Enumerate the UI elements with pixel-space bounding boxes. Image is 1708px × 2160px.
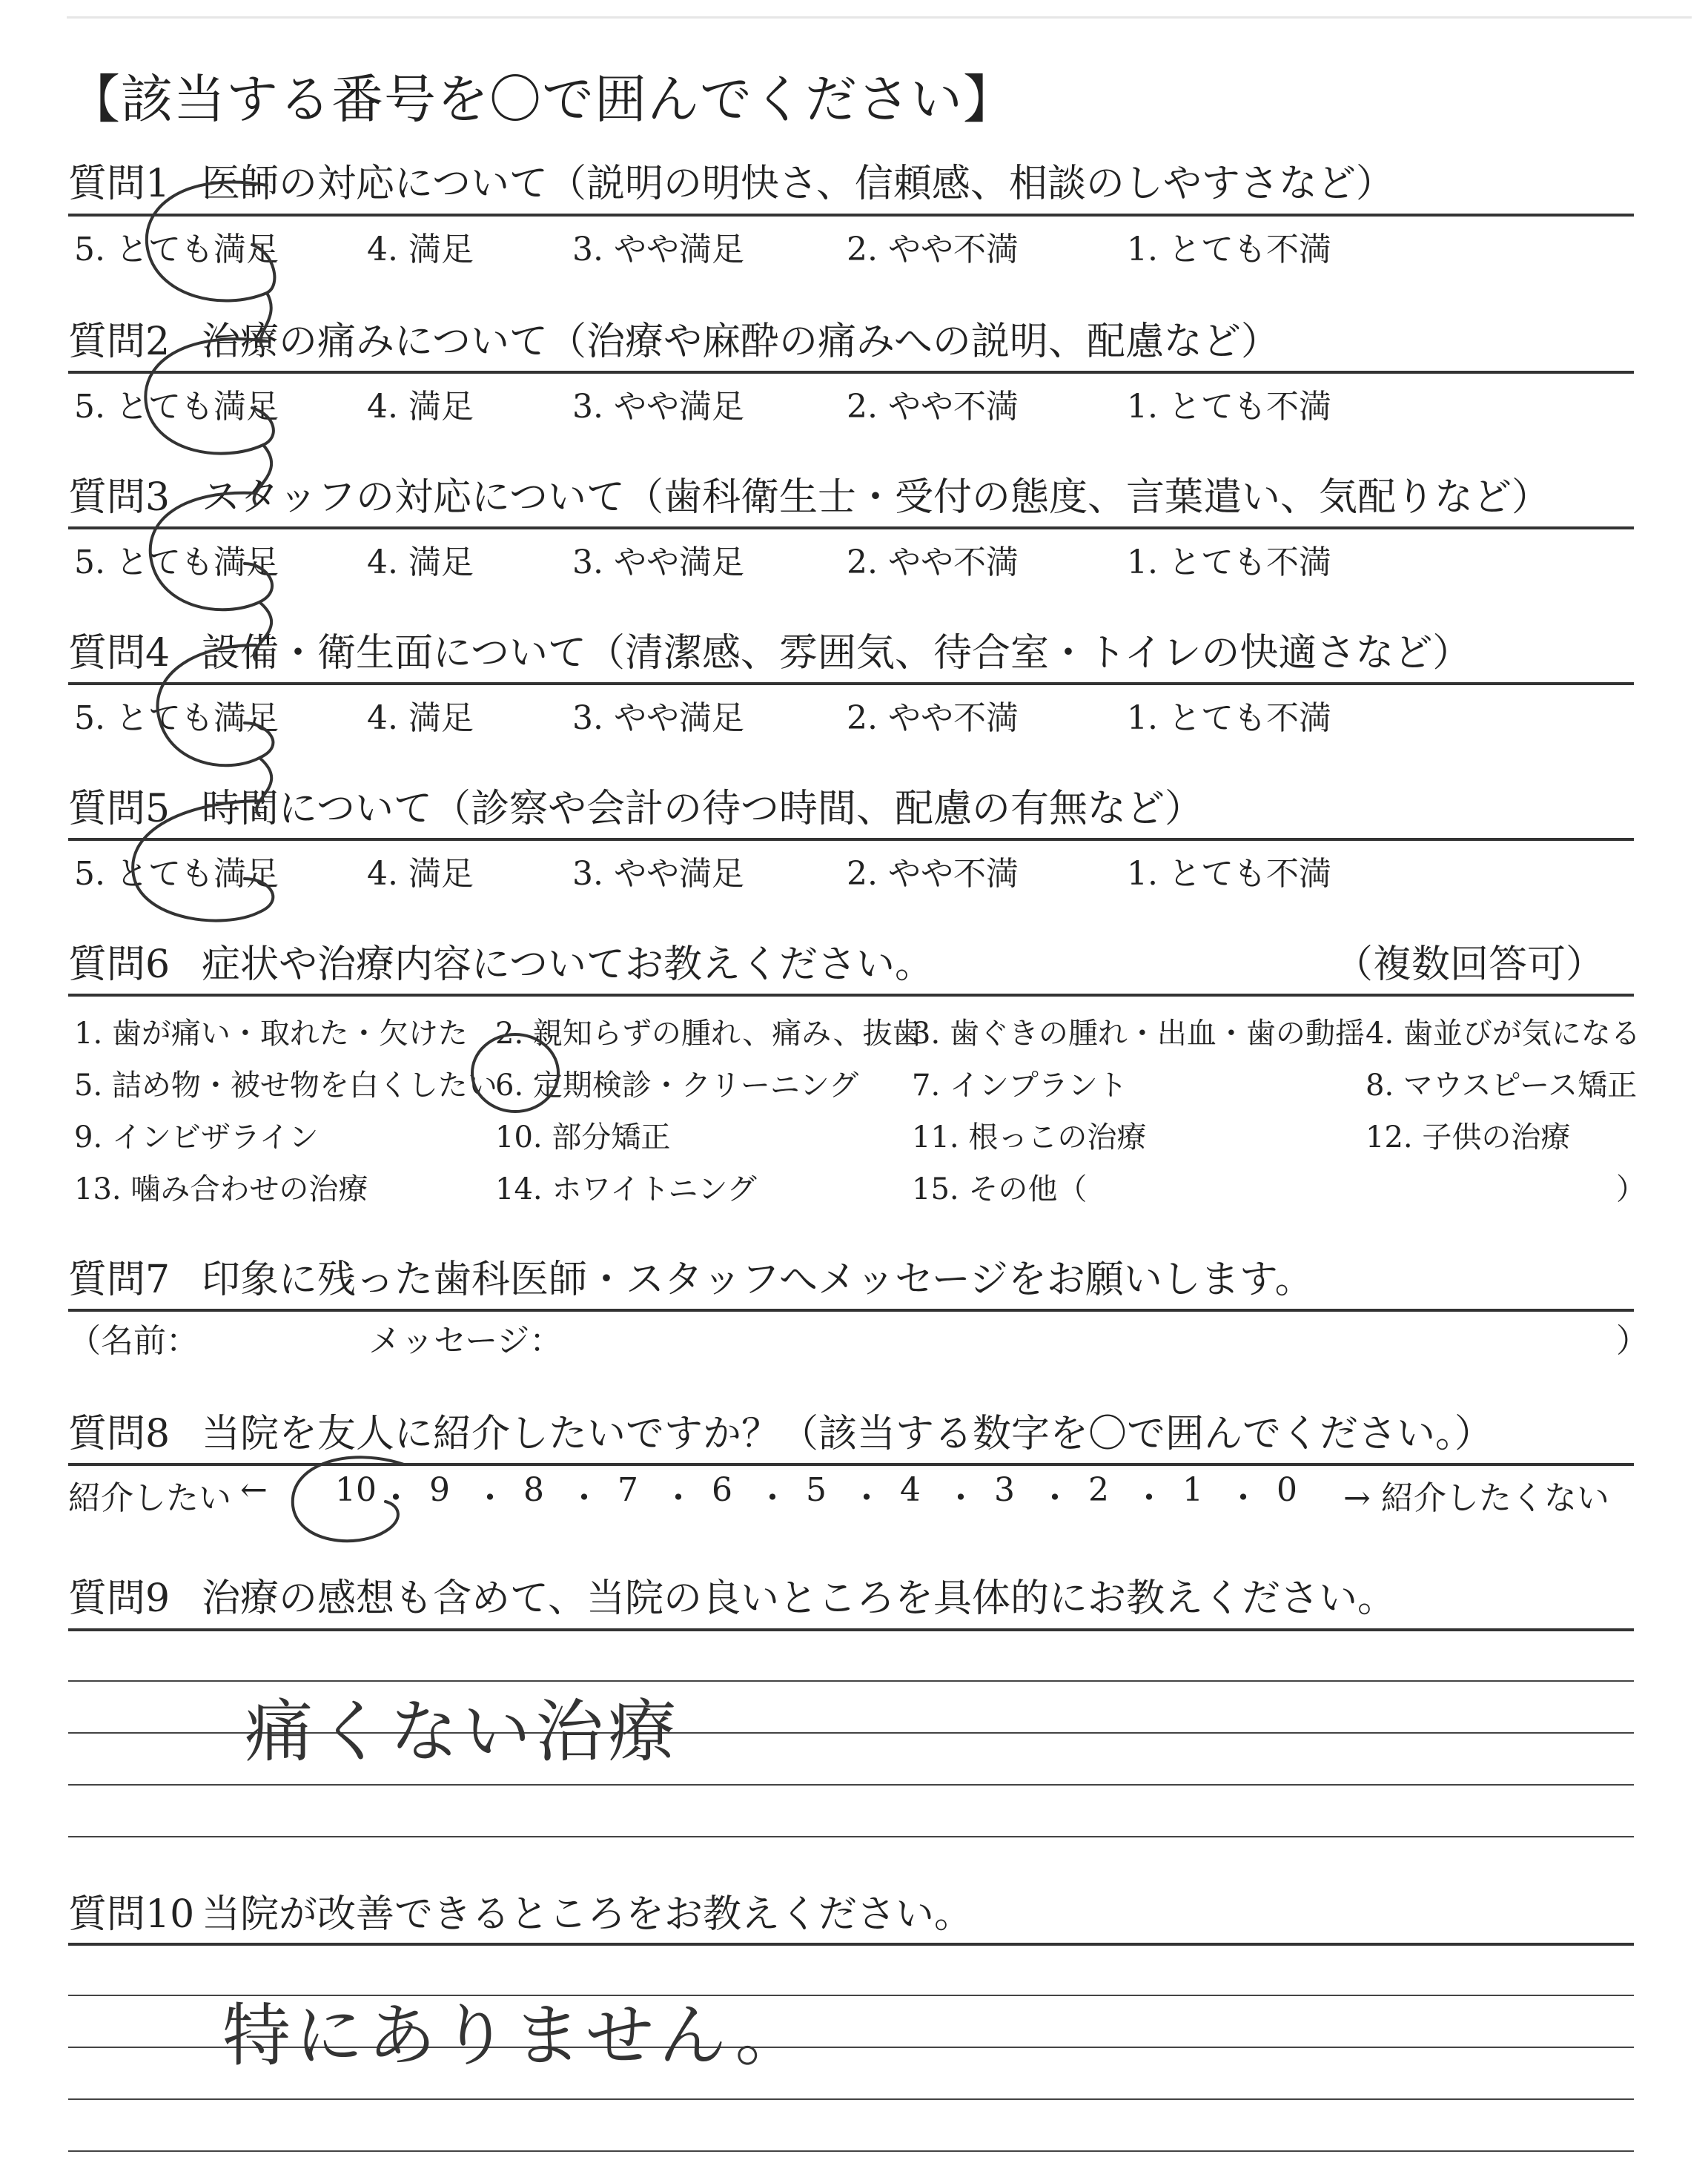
question-5 [68,782,1634,836]
scale-value-2[interactable]: 2 [1088,1471,1109,1509]
question-text: 治療の感想も含めて、当院の良いところを具体的にお教えください。 [202,1576,1396,1621]
scale-value-5[interactable]: 5 [806,1471,827,1509]
question-1 [68,157,1634,211]
question-number: 質問7 [68,1258,171,1302]
question-rule [68,1628,1634,1631]
treatment-option-other[interactable]: 15. その他（ [912,1172,1088,1206]
rating-option-4[interactable]: 4. 満足 [367,231,474,268]
question-9 [68,1572,1634,1625]
question-rule [68,214,1634,217]
q9-handwritten-answer[interactable]: 痛くない治療 [245,1692,681,1771]
form-title: 【該当する番号を〇で囲んでください】 [68,69,1016,130]
question-4 [68,627,1634,680]
rating-option-3[interactable]: 3. やや満足 [572,544,744,581]
question-2 [68,315,1634,369]
question-number: 質問5 [68,787,171,831]
rating-option-4[interactable]: 4. 満足 [367,388,474,426]
answer-line [68,2098,1634,2100]
rating-option-4[interactable]: 4. 満足 [367,855,474,893]
answer-line [68,1836,1634,1837]
treatment-option[interactable]: 10. 部分矯正 [495,1120,671,1155]
treatment-option[interactable]: 11. 根っこの治療 [912,1120,1147,1155]
question-number: 質問2 [68,320,171,364]
question-number: 質問8 [68,1412,171,1456]
recommend-left-label: 紹介したい [68,1479,231,1517]
page-top-edge [67,16,1692,19]
question-text: 設備・衛生面について（清潔感、雰囲気、待合室・トイレの快適さなど） [202,631,1472,676]
question-rule [68,682,1634,685]
question-text: 時間について（診察や会計の待つ時間、配慮の有無など） [202,787,1203,831]
treatment-option[interactable]: 5. 詰め物・被せ物を白くしたい [74,1069,497,1103]
scale-separator: ・ [850,1479,883,1517]
scale-separator: ・ [662,1479,695,1517]
question-text: 印象に残った歯科医師・スタッフへメッセージをお願いします。 [202,1258,1314,1302]
treatment-option[interactable]: 12. 子供の治療 [1366,1120,1571,1155]
scale-value-7[interactable]: 7 [618,1471,638,1509]
question-rule [68,526,1634,529]
scale-separator: ・ [1039,1479,1071,1517]
message-close-paren: ） [1616,1322,1649,1360]
question-text: スタッフの対応について（歯科衛生士・受付の態度、言葉遣い、気配りなど） [202,475,1550,520]
scale-value-1[interactable]: 1 [1182,1471,1203,1509]
other-close-paren: ） [1616,1172,1646,1206]
rating-option-4[interactable]: 4. 満足 [367,699,474,737]
treatment-option[interactable]: 7. インプラント [912,1069,1128,1103]
scale-value-0[interactable]: 0 [1277,1471,1297,1509]
scale-value-3[interactable]: 3 [994,1471,1015,1509]
treatment-option[interactable]: 13. 噛み合わせの治療 [74,1172,368,1206]
rating-option-3[interactable]: 3. やや満足 [572,231,744,268]
treatment-option[interactable]: 6. 定期検診・クリーニング [495,1069,859,1103]
question-rule [68,1463,1634,1466]
scale-value-8[interactable]: 8 [523,1471,544,1509]
question-number: 質問1 [68,162,171,206]
scale-separator: ・ [380,1479,412,1517]
scale-separator: ・ [1133,1479,1165,1517]
question-text: 当院が改善できるところをお教えください。 [202,1892,973,1937]
rating-option-2[interactable]: 2. やや不満 [847,388,1019,426]
answer-line [68,2150,1634,2152]
treatment-option[interactable]: 4. 歯並びが気になる [1366,1017,1641,1051]
question-text: 症状や治療内容についてお教えください。 [202,942,933,987]
scale-value-6[interactable]: 6 [712,1471,732,1509]
question-rule [68,371,1634,374]
rating-option-5[interactable]: 5. とても満足 [74,855,279,893]
treatment-option[interactable]: 3. 歯ぐきの腫れ・出血・歯の動揺 [912,1017,1365,1051]
scale-separator: ・ [1227,1479,1260,1517]
question-number: 質問10 [68,1892,195,1937]
rating-option-2[interactable]: 2. やや不満 [847,855,1019,893]
scale-separator: ・ [756,1479,789,1517]
rating-option-1[interactable]: 1. とても不満 [1127,544,1331,581]
treatment-option[interactable]: 8. マウスピース矯正 [1366,1069,1638,1103]
multiple-answer-note: （複数回答可） [1334,942,1604,987]
treatment-option[interactable]: 2. 親知らずの腫れ、痛み、抜歯 [495,1017,922,1051]
rating-option-5[interactable]: 5. とても満足 [74,544,279,581]
question-rule [68,1309,1634,1312]
question-text: 当院を友人に紹介したいですか？（該当する数字を〇で囲んでください。） [202,1412,1494,1456]
scale-value-9[interactable]: 9 [429,1471,450,1509]
q10-handwritten-answer[interactable]: 特にありません。 [222,1996,808,2075]
rating-option-4[interactable]: 4. 満足 [367,544,474,581]
question-rule [68,1943,1634,1946]
rating-option-2[interactable]: 2. やや不満 [847,699,1019,737]
rating-option-3[interactable]: 3. やや満足 [572,855,744,893]
rating-option-5[interactable]: 5. とても満足 [74,388,279,426]
answer-line [68,1784,1634,1786]
question-10 [68,1888,1634,1941]
left-arrow-icon: ← [240,1471,268,1509]
rating-option-5[interactable]: 5. とても満足 [74,699,279,737]
rating-option-1[interactable]: 1. とても不満 [1127,855,1331,893]
treatment-option[interactable]: 9. インビザライン [74,1120,319,1155]
recommend-scale [68,1471,1634,1516]
scale-separator: ・ [944,1479,977,1517]
treatment-option[interactable]: 14. ホワイトニング [495,1172,757,1206]
scale-value-4[interactable]: 4 [900,1471,921,1509]
rating-option-1[interactable]: 1. とても不満 [1127,388,1331,426]
rating-option-3[interactable]: 3. やや満足 [572,699,744,737]
question-text: 治療の痛みについて（治療や麻酔の痛みへの説明、配慮など） [202,320,1280,364]
question-rule [68,994,1634,997]
scale-separator: ・ [474,1479,506,1517]
message-label: メッセージ： [368,1322,563,1360]
question-number: 質問6 [68,942,171,987]
rating-option-3[interactable]: 3. やや満足 [572,388,744,426]
recommend-right-label: → 紹介したくない [1343,1479,1609,1517]
rating-option-2[interactable]: 2. やや不満 [847,231,1019,268]
scale-value-10[interactable]: 10 [335,1471,377,1509]
question-6 [68,938,1634,991]
rating-option-1[interactable]: 1. とても不満 [1127,231,1331,268]
question-7 [68,1253,1634,1307]
question-number: 質問9 [68,1576,171,1621]
rating-option-2[interactable]: 2. やや不満 [847,544,1019,581]
question-8 [68,1407,1634,1461]
scale-separator: ・ [568,1479,600,1517]
question-rule [68,838,1634,841]
question-number: 質問3 [68,475,171,520]
rating-option-5[interactable]: 5. とても満足 [74,231,279,268]
treatment-option[interactable]: 1. 歯が痛い・取れた・欠けた [74,1017,468,1051]
rating-option-1[interactable]: 1. とても不満 [1127,699,1331,737]
question-text: 医師の対応について（説明の明快さ、信頼感、相談のしやすさなど） [202,162,1394,206]
question-3 [68,471,1634,524]
question-number: 質問4 [68,631,171,676]
name-label: （名前： [68,1322,199,1360]
